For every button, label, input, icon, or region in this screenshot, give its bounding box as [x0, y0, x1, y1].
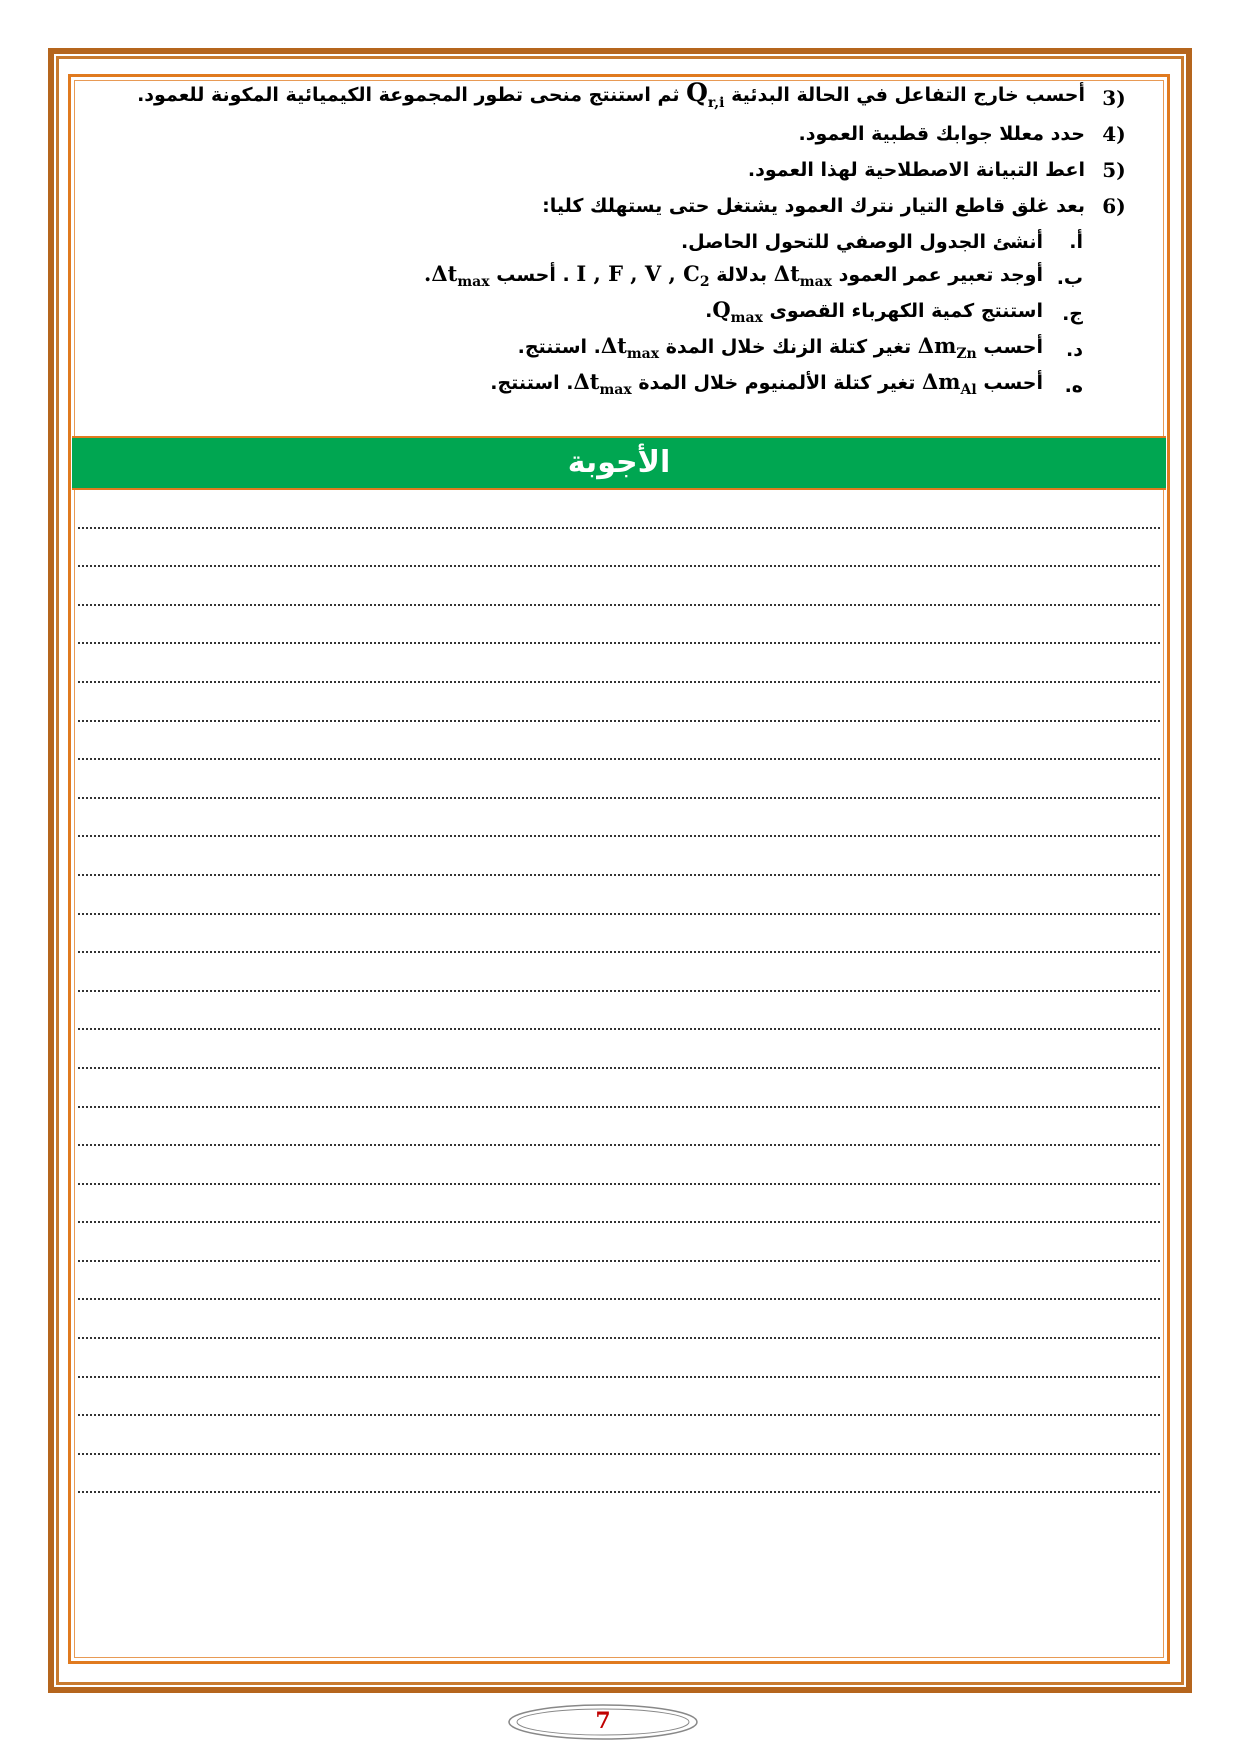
subquestion-text: أحسب $\Delta m_{Zn}$ تغير كتلة الزنك خلال المدة $\Delta t_{max}$. استنتج. [517, 332, 1043, 363]
question-number: 6) [1102, 194, 1126, 218]
answer-line [78, 1378, 1160, 1417]
subquestion-letter: د. [1066, 339, 1083, 361]
answer-line [78, 1300, 1160, 1339]
page-number: 7 [595, 1708, 611, 1734]
answer-line [78, 1416, 1160, 1455]
answer-line [78, 1030, 1160, 1069]
subquestion-text: أحسب $\Delta m_{Al}$ تغير كتلة الألمنيوم خلال المدة $\Delta t_{max}$. استنتج. [490, 368, 1043, 399]
answer-line [78, 992, 1160, 1031]
answer-line [78, 1455, 1160, 1494]
subquestion-a [95, 224, 1143, 260]
question-number: 5) [1102, 158, 1126, 182]
answer-line [78, 1146, 1160, 1185]
page-number-badge [503, 1700, 703, 1744]
question-text: حدد معللا جوابك قطبية العمود. [798, 123, 1085, 145]
question-6 [95, 188, 1143, 224]
answer-line [78, 644, 1160, 683]
answer-line [78, 799, 1160, 838]
subquestion-text: أوجد تعبير عمر العمود $\Delta t_{max}$ بدلالة I , F , V , $C_2$ . أحسب $\Delta t_{max}$. [424, 260, 1043, 291]
subquestion-b [95, 260, 1143, 296]
subquestion-e [95, 368, 1143, 404]
question-text: أحسب خارج التفاعل في الحالة البدئية $Q_{r,i}$ ثم استنتج منحى تطور المجموعة الكيميائية المكونة للعمود. [137, 78, 1085, 111]
question-4 [95, 116, 1143, 152]
answer-line [78, 837, 1160, 876]
question-5 [95, 152, 1143, 188]
answer-line [78, 1339, 1160, 1378]
answer-line [78, 915, 1160, 954]
answer-line [78, 1185, 1160, 1224]
subquestion-text: أنشئ الجدول الوصفي للتحول الحاصل. [680, 231, 1043, 253]
subquestion-letter: ج. [1062, 303, 1083, 325]
question-3 [95, 80, 1143, 116]
answer-line [78, 606, 1160, 645]
answer-line [78, 490, 1160, 529]
answer-line [78, 953, 1160, 992]
answer-line [78, 567, 1160, 606]
subquestion-letter: ه. [1064, 375, 1083, 397]
answer-line [78, 1262, 1160, 1301]
question-number: 4) [1102, 122, 1126, 146]
subquestion-text: استنتج كمية الكهرباء القصوى $Q_{max}$. [705, 296, 1043, 327]
answer-line [78, 876, 1160, 915]
answer-line [78, 722, 1160, 761]
questions-list [95, 80, 1143, 404]
answer-line [78, 1069, 1160, 1108]
subquestion-letter: أ. [1069, 231, 1083, 253]
answers-header: الأجوبة [72, 436, 1166, 490]
subquestion-c [95, 296, 1143, 332]
question-text: بعد غلق قاطع التيار نترك العمود يشتغل حتى يستهلك كليا: [542, 195, 1085, 217]
question-text: اعط التبيانة الاصطلاحية لهذا العمود. [747, 159, 1085, 181]
subquestion-letter: ب. [1056, 267, 1083, 289]
answer-line [78, 683, 1160, 722]
answer-line [78, 1223, 1160, 1262]
question-number: 3) [1102, 86, 1126, 110]
answer-line [78, 529, 1160, 568]
answer-line [78, 1108, 1160, 1147]
answer-lines-area [78, 490, 1160, 1493]
subquestion-d [95, 332, 1143, 368]
answer-line [78, 760, 1160, 799]
quotient-symbol: $Q_{r,i}$ [686, 78, 725, 111]
